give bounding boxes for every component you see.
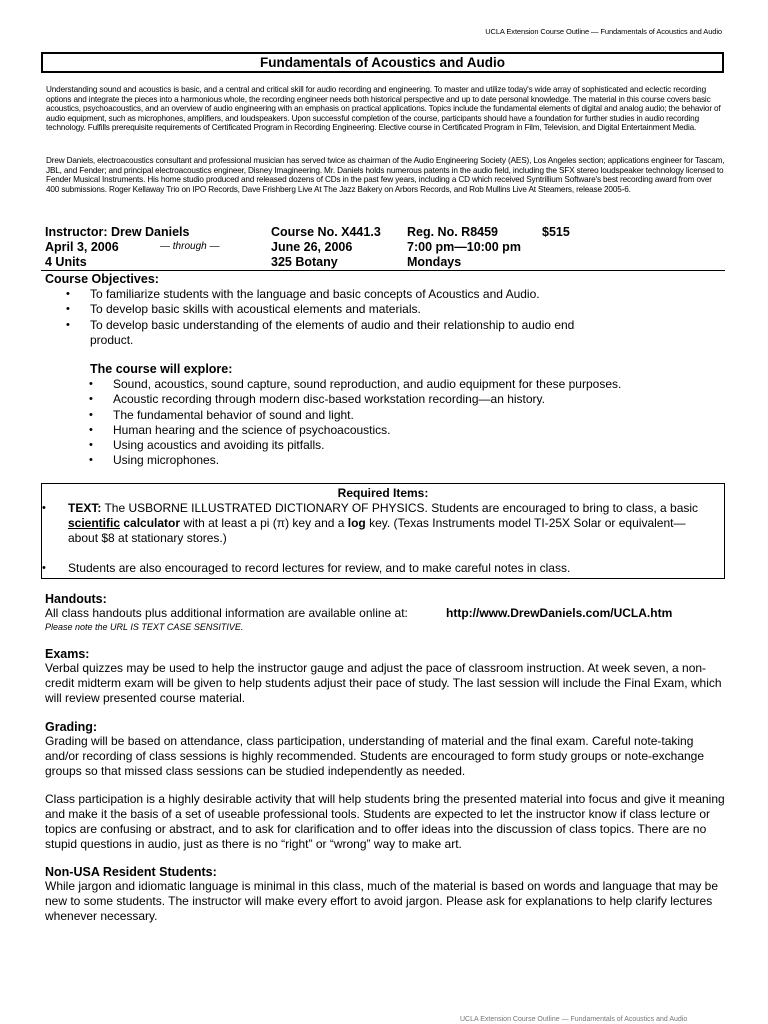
list-item: • To develop basic skills with acoustical elements and materials.	[64, 302, 584, 317]
url-case-note: Please note the URL IS TEXT CASE SENSITIVE.	[45, 622, 244, 632]
list-item: • Acoustic recording through modern disc-based workstation recording—an history.	[87, 392, 687, 407]
grading-paragraph-2: Class participation is a highly desirable activity that will help students bring the presented material into focus and give it meaning and make it the basis of a set of useable professional tools. Students are expected to let the instructor know if class lecture or topics are confusing or abstract, and to ask for clarification and to offer ideas into the discussion of class topics. There are no stupid questions in audio, just as there is no “right” or “wrong” way to make art.	[45, 792, 725, 851]
list-item: • Sound, acoustics, sound capture, sound reproduction, and audio equipment for these purposes.	[87, 377, 687, 392]
list-item: • The fundamental behavior of sound and light.	[87, 408, 687, 423]
grading-heading: Grading:	[45, 720, 98, 734]
exams-heading: Exams:	[45, 647, 90, 661]
course-number: Course No. X441.3	[271, 225, 381, 239]
list-item: • TEXT: The USBORNE ILLUSTRATED DICTIONARY OF PHYSICS. Students are encouraged to bring to class, a basic scientific calculator with at least a pi (π) key and a log key. (Texas Instruments model TI-25X Solar or equivalent—about $8 at stationary stores.)	[42, 501, 712, 546]
page-footer: UCLA Extension Course Outline — Fundamentals of Acoustics and Audio	[460, 1016, 688, 1023]
class-time: 7:00 pm—10:00 pm	[407, 240, 521, 254]
objectives-heading: Course Objectives:	[45, 272, 159, 286]
units: 4 Units	[45, 255, 87, 269]
log-emphasis: log	[347, 516, 366, 530]
explore-list	[87, 377, 687, 469]
text-label: TEXT:	[68, 501, 102, 515]
list-item: • To familiarize students with the language and basic concepts of Acoustics and Audio.	[64, 287, 584, 302]
running-header: UCLA Extension Course Outline — Fundamentals of Acoustics and Audio	[485, 27, 722, 36]
list-item: • Using acoustics and avoiding its pitfalls.	[87, 438, 687, 453]
required-items-heading: Required Items:	[337, 486, 429, 500]
end-date: June 26, 2006	[271, 240, 353, 254]
exams-text: Verbal quizzes may be used to help the instructor gauge and adjust the pace of classroom instruction. At week seven, a non-credit midterm exam will be given to help students adjust their pace of study. The last session will include the Final Exam, which will review presented course material.	[45, 661, 722, 705]
class-day: Mondays	[407, 255, 462, 269]
list-item: • Human hearing and the science of psychoacoustics.	[87, 423, 687, 438]
objectives-list	[64, 287, 584, 348]
handouts-text: All class handouts plus additional information are available online at:	[45, 606, 408, 620]
course-info-grid	[45, 225, 725, 269]
nonusa-heading: Non-USA Resident Students:	[45, 865, 217, 879]
handouts-link[interactable]: http://www.DrewDaniels.com/UCLA.htm	[446, 606, 673, 620]
required-items-list	[42, 501, 712, 591]
nonusa-text: While jargon and idiomatic language is minimal in this class, much of the material is based on words and language that may be new to some students. The instructor will make every effort to avoid jargon. Please ask for explanations to help clarify lectures whenever necessary.	[45, 879, 719, 923]
pi-symbol: π	[276, 516, 286, 530]
divider	[41, 270, 725, 271]
registration-number: Reg. No. R8459	[407, 225, 499, 239]
start-date: April 3, 2006	[45, 240, 119, 254]
list-item: • Students are also encouraged to record lectures for review, and to make careful notes in class.	[42, 561, 712, 576]
page-title: Fundamentals of Acoustics and Audio	[41, 52, 724, 73]
course-fee: $515	[542, 225, 570, 239]
room: 325 Botany	[271, 255, 338, 269]
handouts-heading: Handouts:	[45, 592, 107, 606]
grading-paragraph-1: Grading will be based on attendance, class participation, understanding of material and the final exam. Careful note-taking and/or recording of class sessions is highly recommended. Students are encouraged to form study groups or note-exchange groups so that missed class sessions can be studied independently as needed.	[45, 734, 705, 778]
scientific-emphasis: scientific	[68, 516, 121, 530]
explore-heading: The course will explore:	[90, 362, 233, 376]
through-label: — through —	[160, 241, 220, 252]
list-item: • To develop basic understanding of the elements of audio and their relationship to audio end product.	[64, 318, 584, 349]
required-items-box	[41, 483, 725, 579]
instructor-bio: Drew Daniels, electroacoustics consultant and professional musician has served twice as chairman of the Audio Engineering Society (AES), Los Angeles section; applications engineer for Tascam, JBL, and Fender; and principal electroacoustics engineer, Disney Imagineering. Mr. Daniels holds numerous patents in the audio field, including the SFX stereo loudspeaker technology licensed to Fender Musical Instruments. His home studio produced and released dozens of CDs in the past few years, including a CD which received Syntrillium Software's best recording award from over 400 submissions. Roger Kellaway Trio on IPO Records, Dave Frishberg Live At The Jazz Bakery on Arbors Records, and Rob Mullins Live At Steamers, release 2005-6.	[46, 156, 725, 194]
list-item: • Using microphones.	[87, 453, 687, 468]
course-description: Understanding sound and acoustics is basic, and a central and critical skill for audio recording and engineering. To master and utilize today's wide array of sophisticated and eclectic recording options and integrate the pieces into a harmonious whole, the recording engineer needs both historical perspective and up to date personal knowledge. The material in this course covers basic acoustics, psychoacoustics, and an overview of audio engineering with an emphasis on practical applications. Topics include the fundamental elements of digital and analog audio; the behavior of audio equipment, such as microphones, amplifiers, and loudspeakers. Upon successful completion of the course, participants should have a foundation for further studies in audio recording technology. Fulfills prerequisite requirements of Certificated Program in Recording Engineering. Elective course in Certificated Program in Film, Television, and Digital Entertainment Media.	[46, 85, 721, 133]
instructor-name: Instructor: Drew Daniels	[45, 225, 190, 239]
